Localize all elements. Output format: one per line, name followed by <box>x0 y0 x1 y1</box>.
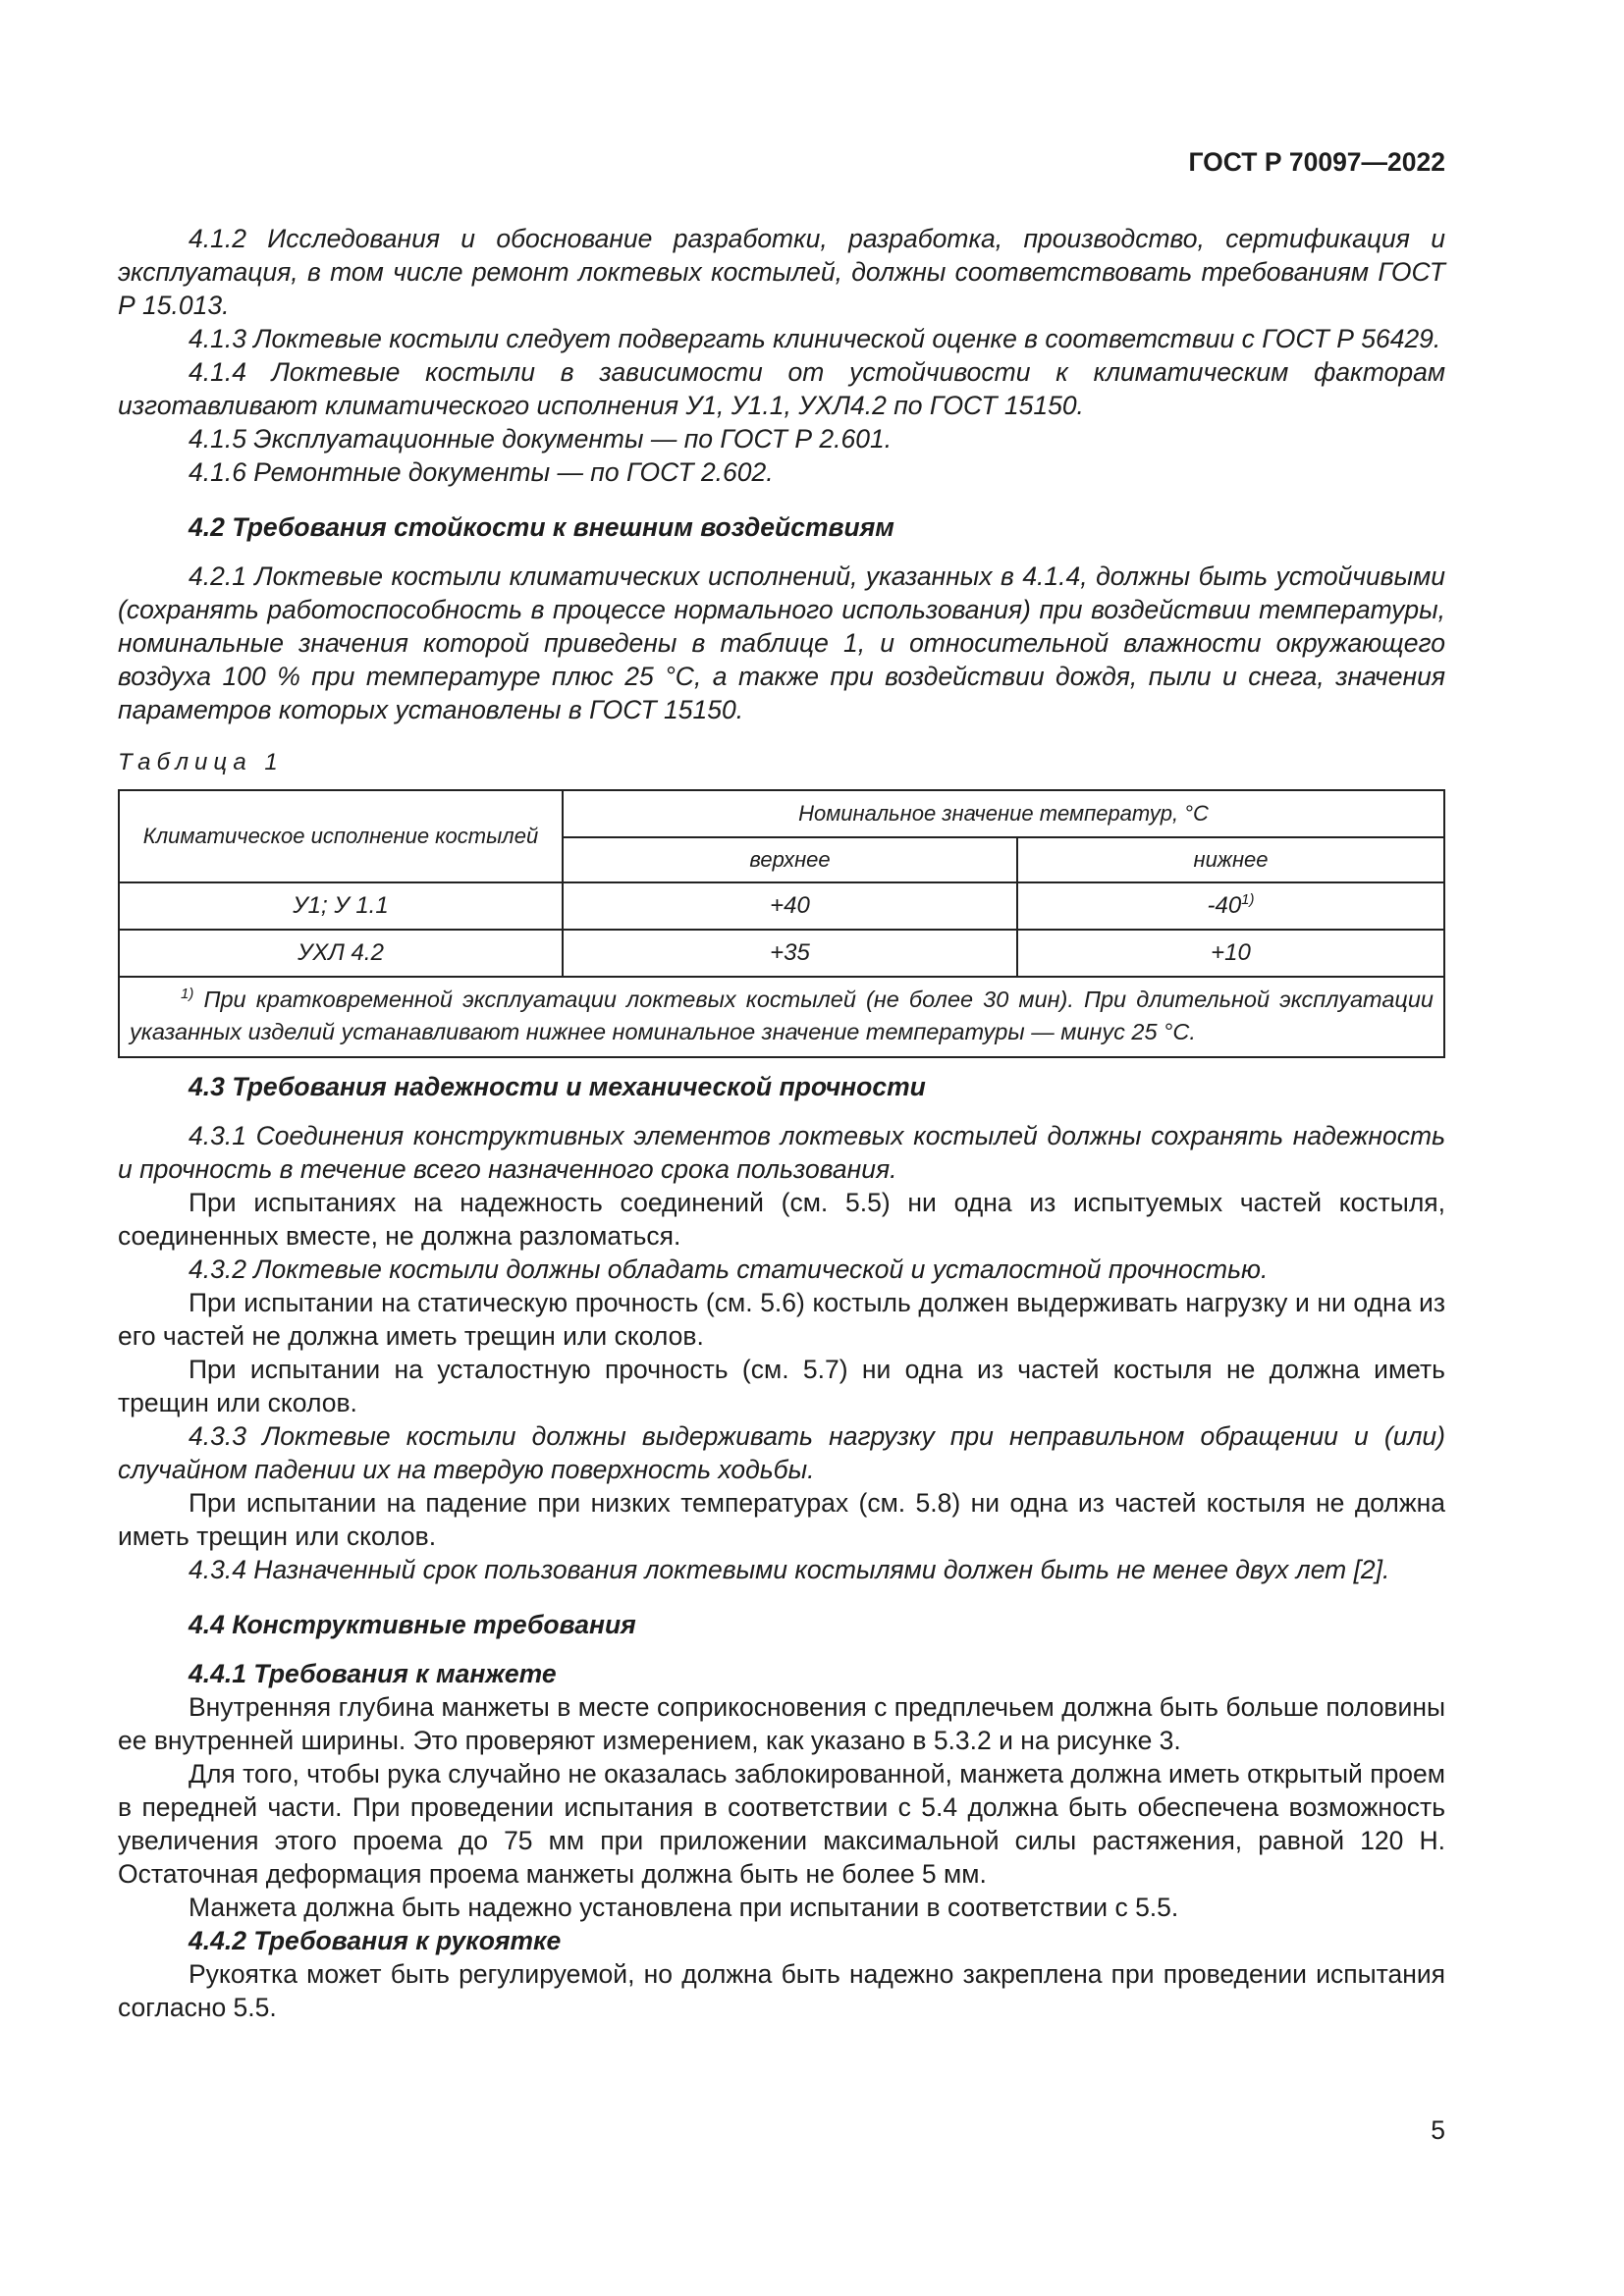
paragraph-body: При испытании на падение при низких температурах (см. 5.8) ни одна из частей костыля не должна иметь трещин или сколов. <box>118 1488 1445 1551</box>
paragraph-4-1-2: 4.1.2 Исследования и обоснование разработки, разработка, производство, сертификация и эксплуатация, в том числе ремонт локтевых костылей, должны соответствовать требованиям ГОСТ Р 15.013. <box>118 224 1445 320</box>
heading-4-2: 4.2 Требования стойкости к внешним воздействиям <box>189 512 894 542</box>
paragraph-4-1-5: 4.1.5 Эксплуатационные документы — по ГОСТ Р 2.601. <box>189 424 893 454</box>
heading-4-4: 4.4 Конструктивные требования <box>189 1610 636 1639</box>
paragraph-4-3-3: 4.3.3 Локтевые костыли должны выдерживать нагрузку при неправильном обращении и (или) случайном падении их на твердую поверхность ходьбы. <box>118 1421 1445 1484</box>
footnote-mark: 1) <box>181 986 194 1003</box>
table-cell-lower <box>1017 882 1444 930</box>
paragraph-4-3-2: 4.3.2 Локтевые костыли должны обладать статической и усталостной прочностью. <box>189 1255 1269 1284</box>
table-caption: Таблица 1 <box>118 749 284 775</box>
table-cell-upper: +35 <box>563 930 1017 977</box>
document-header: ГОСТ Р 70097—2022 <box>1188 147 1445 177</box>
paragraph-4-1-3: 4.1.3 Локтевые костыли следует подвергать клинической оценке в соответствии с ГОСТ Р 56429. <box>189 324 1441 353</box>
paragraph-body: Манжета должна быть надежно установлена при испытании в соответствии с 5.5. <box>189 1893 1179 1922</box>
paragraph-body: Рукоятка может быть регулируемой, но должна быть надежно закреплена при проведении испытания согласно 5.5. <box>118 1959 1445 2022</box>
table-footnote <box>119 977 1444 1057</box>
footnote-ref: 1) <box>1241 891 1255 908</box>
heading-4-3: 4.3 Требования надежности и механической прочности <box>189 1072 926 1101</box>
table-subheader-lower: нижнее <box>1017 837 1444 882</box>
paragraph-body: Для того, чтобы рука случайно не оказалась заблокированной, манжета должна иметь открытый проем в передней части. При проведении испытания в соответствии с 5.4 должна быть обеспечена возможность увеличения этого проема до 75 мм при приложении максимальной силы растяжения, равной 120 Н. Остаточная деформация проема манжеты должна быть не более 5 мм. <box>118 1759 1445 1889</box>
table-cell-name: У1; У 1.1 <box>119 882 563 930</box>
table-header-temperature: Номинальное значение температур, °С <box>563 790 1444 837</box>
paragraph-body: При испытании на статическую прочность (см. 5.6) костыль должен выдерживать нагрузку и ни одна из его частей не должна иметь трещин или сколов. <box>118 1288 1445 1351</box>
table-cell-lower-value: +10 <box>1211 939 1251 966</box>
table-cell-name: УХЛ 4.2 <box>119 930 563 977</box>
heading-4-4-2: 4.4.2 Требования к рукоятке <box>189 1926 562 1955</box>
paragraph-4-3-1: 4.3.1 Соединения конструктивных элементов локтевых костылей должны сохранять надежность и прочность в течение всего назначенного срока пользования. <box>118 1121 1445 1184</box>
paragraph-body: Внутренняя глубина манжеты в месте соприкосновения с предплечьем должна быть больше половины ее внутренней ширины. Это проверяют измерением, как указано в 5.3.2 и на рисунке 3. <box>118 1692 1445 1755</box>
table-header-climatic: Климатическое исполнение костылей <box>119 790 563 882</box>
table-row <box>119 882 1444 930</box>
table-cell-lower <box>1017 930 1444 977</box>
heading-4-4-1: 4.4.1 Требования к манжете <box>189 1659 557 1688</box>
table-cell-upper: +40 <box>563 882 1017 930</box>
paragraph-4-1-4: 4.1.4 Локтевые костыли в зависимости от устойчивости к климатическим факторам изготавливают климатического исполнения У1, У1.1, УХЛ4.2 по ГОСТ 15150. <box>118 357 1445 420</box>
paragraph-body: При испытаниях на надежность соединений (см. 5.5) ни одна из испытуемых частей костыля, соединенных вместе, не должна разломаться. <box>118 1188 1445 1251</box>
page-content <box>118 222 1445 2024</box>
temperature-table <box>118 789 1445 1058</box>
page-number: 5 <box>1431 2115 1445 2145</box>
table-subheader-upper: верхнее <box>563 837 1017 882</box>
paragraph-body: При испытании на усталостную прочность (см. 5.7) ни одна из частей костыля не должна иметь трещин или сколов. <box>118 1355 1445 1417</box>
table-row <box>119 930 1444 977</box>
footnote-text: При кратковременной эксплуатации локтевых костылей (не более 30 мин). При длительной эксплуатации указанных изделий устанавливают нижнее номинальное значение температуры — минус 25 °С. <box>130 987 1434 1044</box>
paragraph-4-2-1: 4.2.1 Локтевые костыли климатических исполнений, указанных в 4.1.4, должны быть устойчивыми (сохранять работоспособность в процессе нормального использования) при воздействии температуры, номинальные значения которой приведены в таблице 1, и относительной влажности окружающего воздуха 100 % при температуре плюс 25 °С, а также при воздействии дождя, пыли и снега, значения параметров которых установлены в ГОСТ 15150. <box>118 561 1445 724</box>
paragraph-4-1-6: 4.1.6 Ремонтные документы — по ГОСТ 2.602. <box>189 457 774 487</box>
paragraph-4-3-4: 4.3.4 Назначенный срок пользования локтевыми костылями должен быть не менее двух лет [2]. <box>189 1555 1390 1584</box>
table-cell-lower-value: -40 <box>1207 892 1242 919</box>
